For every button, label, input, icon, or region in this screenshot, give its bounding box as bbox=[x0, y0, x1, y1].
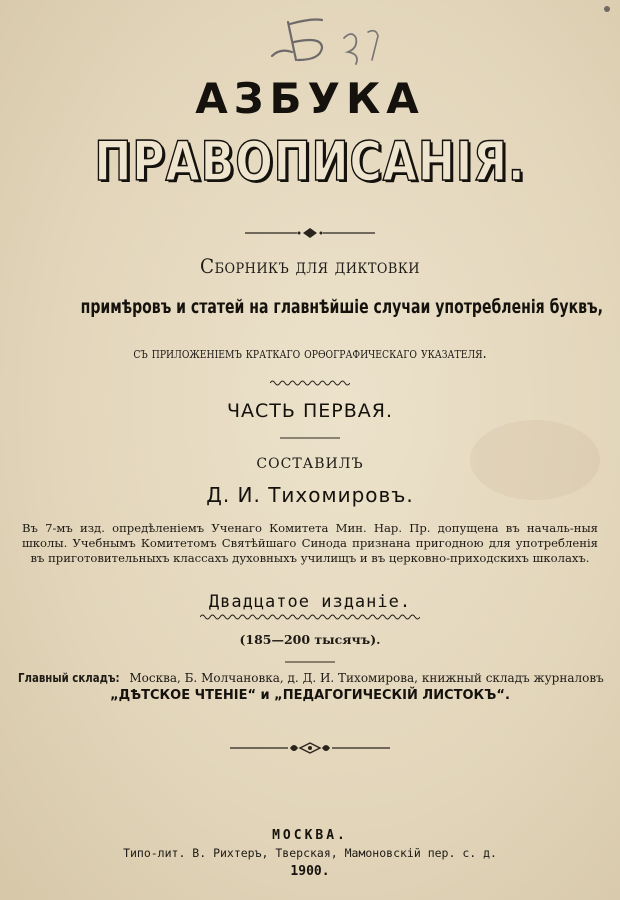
warehouse-label: Главный складъ: bbox=[18, 671, 120, 685]
author-name: Д. И. Тихомировъ. bbox=[206, 483, 414, 507]
print-run: (185—200 тысячъ). bbox=[239, 632, 381, 647]
title-line-1: АЗБУКА bbox=[195, 74, 425, 123]
subtitle-line-3: съ приложеніемъ краткаго орѳографическаго указателя. bbox=[133, 344, 487, 362]
wavy-divider bbox=[0, 378, 620, 388]
approval-statement: Въ 7-мъ изд. опредѣленіемъ Ученаго Комитета Мин. Нар. Пр. допущена въ началь-ныя школы. Учебнымъ Комитетомъ Святѣйшаго Синода признана пригодною для употребленія въ приготовительныхъ классахъ духовныхъ училищъ и въ церковно-приходскихъ школахъ. bbox=[22, 521, 598, 565]
part-heading: ЧАСТЬ ПЕРВАЯ. bbox=[227, 400, 393, 422]
title-line-2: ПРАВОПИСАНІЯ. bbox=[94, 130, 526, 193]
compiled-by-label: СОСТАВИЛЪ bbox=[256, 456, 364, 472]
subtitle-line-1: Сборникъ для диктовки bbox=[200, 254, 420, 278]
edition-label: Двадцатое изданіе. bbox=[208, 592, 412, 612]
bottom-ornament bbox=[0, 740, 620, 756]
printer-imprint: Типо-лит. В. Рихтеръ, Тверская, Мамоновскій пер. с. д. bbox=[123, 846, 497, 860]
paper-spot bbox=[604, 6, 610, 12]
pencil-mark-drawing bbox=[252, 8, 402, 78]
journal-names: „ДѢТСКОЕ ЧТЕНІЕ“ и „ПЕДАГОГИЧЕСКІЙ ЛИСТОКЪ“. bbox=[110, 688, 510, 703]
short-rule-2 bbox=[0, 660, 620, 664]
warehouse-line bbox=[18, 671, 610, 685]
publication-year: 1900. bbox=[290, 864, 330, 879]
title-divider-ornament bbox=[0, 226, 620, 240]
city-imprint: МОСКВА. bbox=[272, 828, 348, 843]
subtitle-line-2: примѣровъ и статей на главнѣйшіе случаи употребленія буквъ, bbox=[80, 296, 603, 318]
short-rule bbox=[0, 436, 620, 440]
edition-wavy-divider bbox=[0, 612, 620, 622]
warehouse-address: Москва, Б. Молчановка, д. Д. И. Тихомирова, книжный складъ журналовъ bbox=[129, 671, 604, 685]
handwritten-pencil-mark bbox=[252, 8, 402, 78]
